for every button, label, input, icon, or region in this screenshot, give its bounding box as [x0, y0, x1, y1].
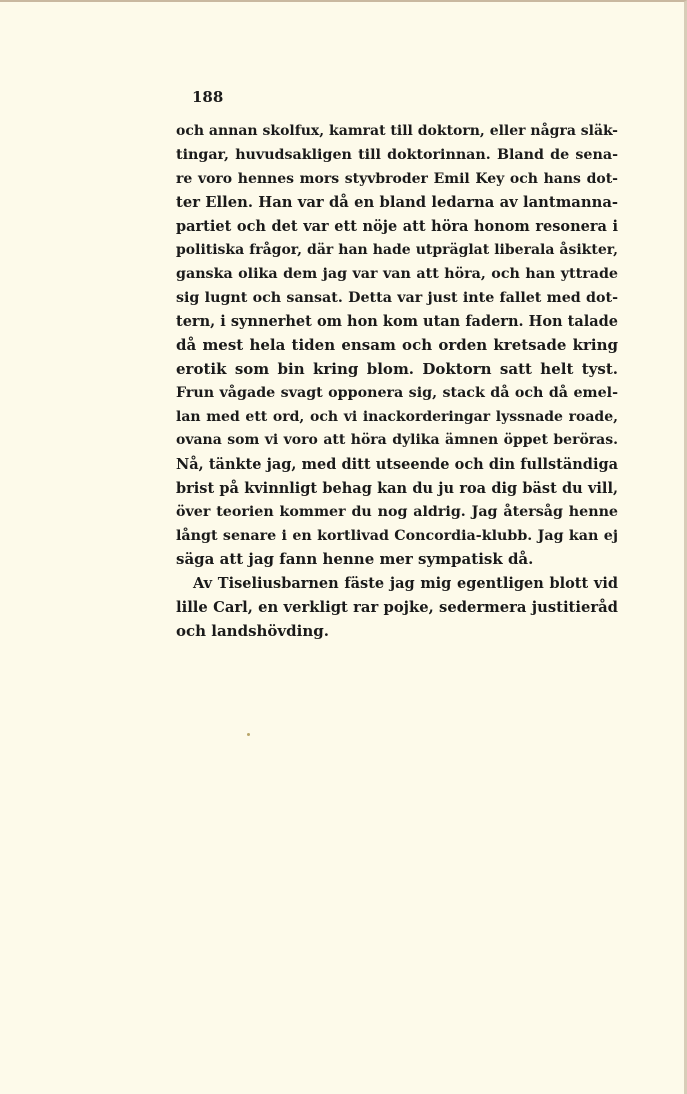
text-line: och landshövding. — [176, 621, 329, 640]
text-line: Frun vågade svagt opponera sig, stack då och då emel- — [176, 384, 618, 401]
text-line: Nå, tänkte jag, med ditt utseende och din fullständiga — [176, 456, 618, 474]
text-line: säga att jag fann henne mer sympatisk då. — [176, 550, 534, 569]
paper-speck — [247, 733, 250, 736]
text-line: då mest hela tiden ensam och orden kretsade kring — [176, 336, 618, 355]
text-line: över teorien kommer du nog aldrig. Jag återsåg henne — [176, 503, 618, 520]
text-line: långt senare i en kortlivad Concordia-klubb. Jag kan ej — [176, 527, 618, 544]
text-line: sig lugnt och sansat. Detta var just inte fallet med dot- — [176, 289, 618, 306]
text-line: politiska frågor, där han hade utpräglat liberala åsikter, — [176, 241, 618, 258]
text-line: och annan skolfux, kamrat till doktorn, eller några släk- — [176, 123, 618, 139]
text-line: ovana som vi voro att höra dylika ämnen öppet beröras. — [176, 432, 618, 449]
text-line: brist på kvinnligt behag kan du ju roa dig bäst du vill, — [176, 479, 618, 497]
text-line: tern, i synnerhet om hon kom utan fadern. Hon talade — [176, 313, 618, 331]
text-line: ter Ellen. Han var då en bland ledarna av lantmanna- — [176, 194, 618, 212]
text-line: erotik som bin kring blom. Doktorn satt helt tyst. — [176, 359, 618, 378]
text-line: tingar, huvudsakligen till doktorinnan. Bland de sena- — [176, 146, 618, 163]
text-line: ganska olika dem jag var van att höra, och han yttrade — [176, 265, 618, 282]
page-number: 188 — [192, 88, 224, 106]
text-line: re voro hennes mors styvbroder Emil Key och hans dot- — [176, 170, 618, 187]
text-line: lan med ett ord, och vi inackorderingar lyssnade roade, — [176, 408, 618, 425]
text-line: partiet och det var ett nöje att höra honom resonera i — [176, 218, 618, 236]
text-line: Av Tiseliusbarnen fäste jag mig egentligen blott vid — [193, 575, 618, 593]
body-text — [176, 120, 618, 644]
text-line: lille Carl, en verkligt rar pojke, sedermera justitieråd — [176, 598, 618, 616]
